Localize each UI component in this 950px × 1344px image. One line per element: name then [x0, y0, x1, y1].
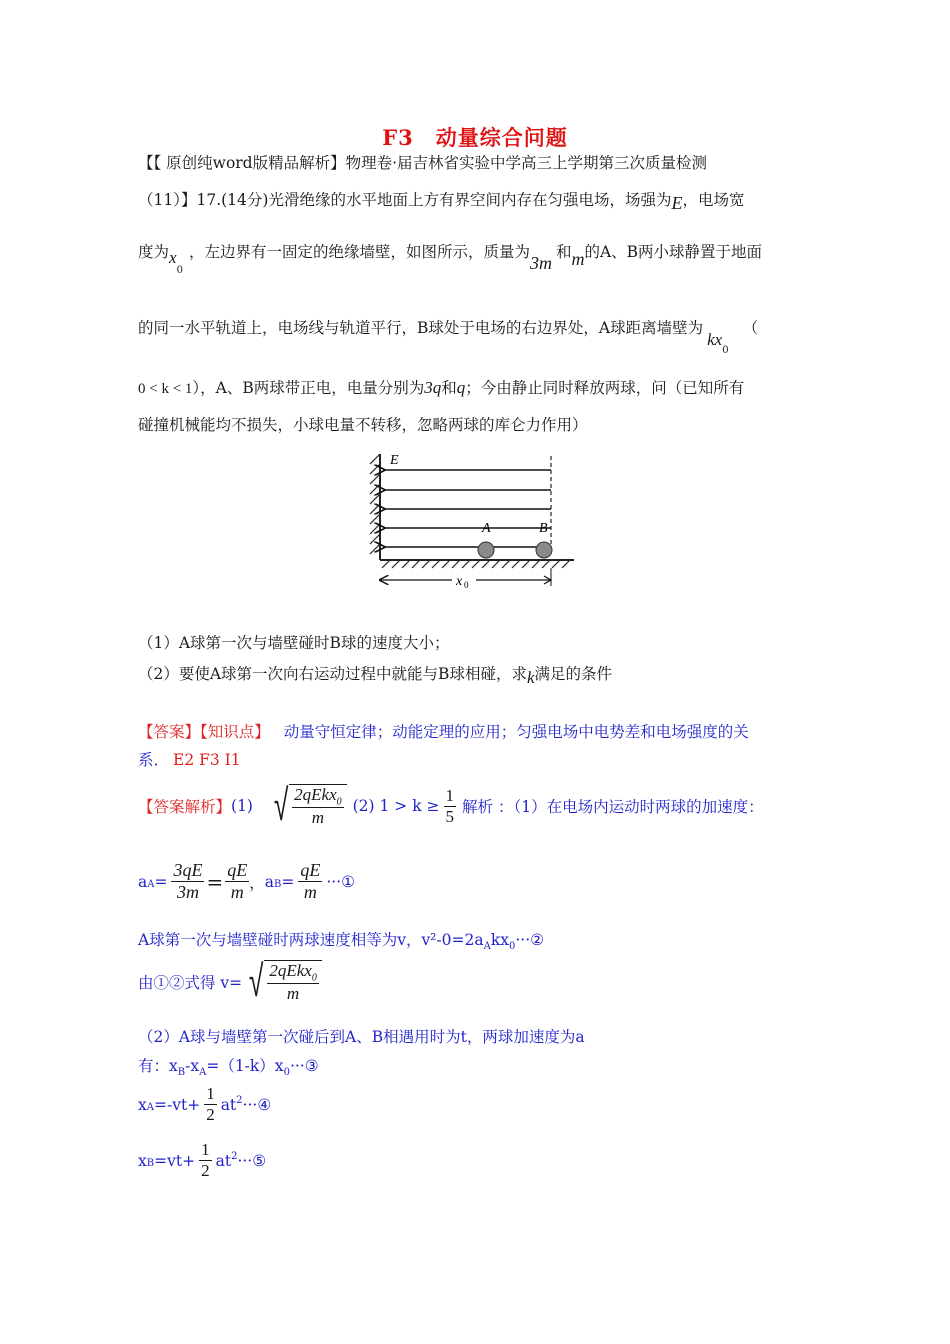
problem-line-1: （11）】17.(14分)光滑绝缘的水平地面上方有界空间内存在匀强电场，场强为E，电场宽	[138, 191, 745, 213]
ground	[380, 560, 574, 568]
ball-a	[478, 542, 494, 558]
answer-line-1: 【答案】【知识点】 动量守恒定律；动能定理的应用；匀强电场中电势差和电场强度的关	[138, 723, 749, 741]
label-e: E	[390, 453, 399, 468]
field-lines	[384, 470, 551, 547]
problem-line-2: 度为$x_0$，左边界有一固定的绝缘墙壁，如图所示，质量为3m和m的A、B两小球静置于地面	[138, 243, 763, 277]
xb-equation: x B =vt+ $\frac{1}{2}$ at $^2$ ···⑤	[138, 1140, 267, 1180]
wall	[370, 454, 380, 560]
label-b: B	[539, 521, 548, 536]
sqrt-answer: √ $\frac{2qEkx_0}{m}$	[269, 784, 347, 828]
velocity-line: A球第一次与墙壁碰时两球速度相等为v，$v^2-0=2a_Akx_0\cdot\cdot\cdot ②$	[138, 931, 545, 953]
part2-line: （2）A球与墙壁第一次碰后到A、B相遇用时为t，两球加速度为a	[138, 1028, 585, 1046]
question-2: （2）要使A球第一次向右运动过程中就能与B球相碰，求k满足的条件	[138, 665, 613, 687]
ball-b	[536, 542, 552, 558]
label-a: A	[482, 521, 491, 536]
answer-line-2: 系． E2 F3 I1	[138, 751, 241, 769]
label-x0: x	[456, 574, 463, 589]
field-diagram	[368, 450, 580, 590]
displacement-relation: 有：$x_B-x_A=(1-k)x_0\cdot\cdot\cdot ③$	[138, 1057, 319, 1079]
label-x0-sub: 0	[464, 580, 469, 590]
question-1: （1）A球第一次与墙壁碰时B球的速度大小；	[138, 634, 450, 652]
problem-line-4: 0 < k < 1），A、B两球带正电，电量分别为3q和q；今由静止同时释放两球，问（已知所有	[138, 378, 745, 397]
acceleration-line: a A = $\frac{3qE}{3m}$ = $\frac{qE}{m}$ ， a B = $\frac{qE}{m}$ ···①	[138, 860, 356, 902]
sqrt-result: √ $\frac{2qEkx_0}{m}$	[244, 960, 322, 1004]
source-line: 【【 原创纯word版精品解析】物理卷·届吉林省实验中学高三上学期第三次质量检测	[138, 154, 708, 172]
analysis-line: 【答案解析】 (1) √ $\frac{2qEkx_0}{m}$ (2) 1 > k ≥ $\frac{1}{5}$ 解析 ：（1）在电场内运动时两球的加速度：	[138, 780, 764, 831]
problem-line-3: 的同一水平轨道上，电场线与轨道平行，B球处于电场的右边界处，A球距离墙壁为$kx_0$（	[138, 319, 759, 357]
xa-equation: x A =-vt+ $\frac{1}{2}$ at $^2$ ···④	[138, 1084, 272, 1124]
problem-line-5: 碰撞机械能均不损失，小球电量不转移，忽略两球的库仑力作用）	[138, 416, 588, 434]
result-line: 由①②式得 v= √ $\frac{2qEkx_0}{m}$	[138, 960, 322, 1004]
page-title: F3 动量综合问题	[382, 125, 568, 150]
